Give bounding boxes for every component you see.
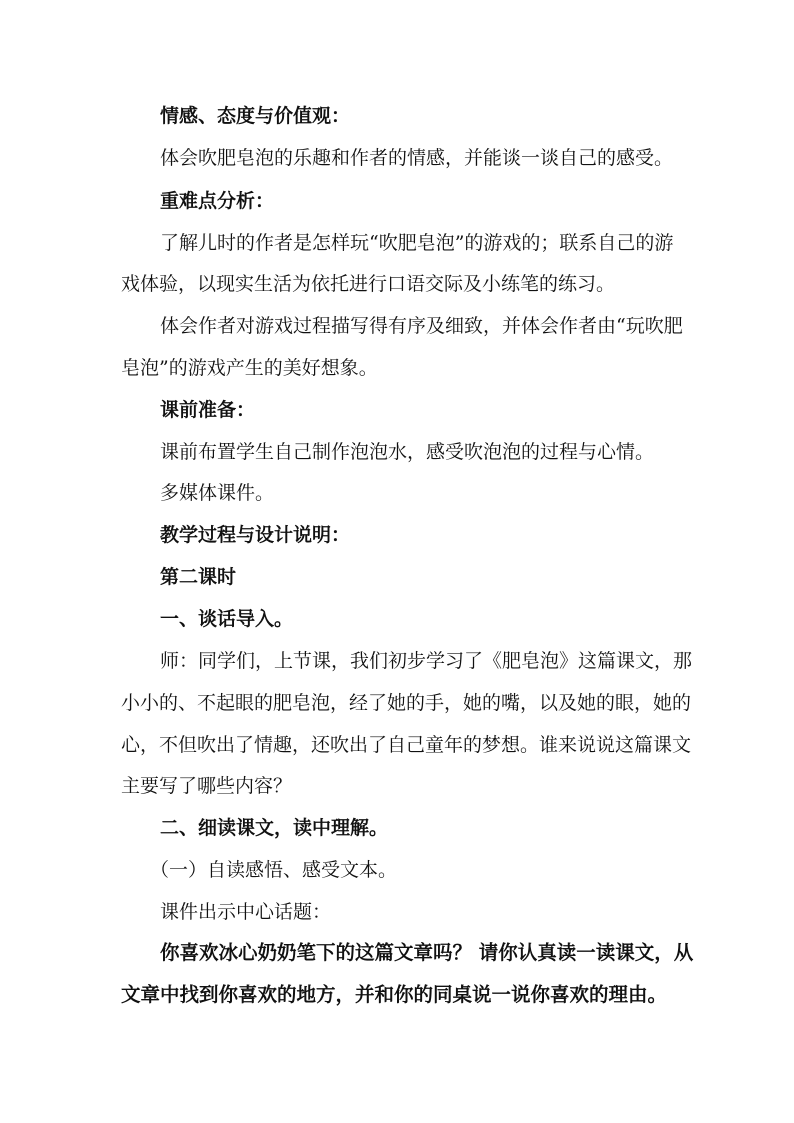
key-points-para1-line2: 戏体验，以现实生活为依托进行口语交际及小练笔的练习。: [121, 273, 616, 295]
heading-preparation: 课前准备：: [160, 399, 256, 421]
key-points-para1-line1: 了解儿时的作者是怎样玩“吹肥皂泡”的游戏的；联系自己的游: [160, 232, 674, 254]
key-points-para2-line2: 皂泡”的游戏产生的美好想象。: [121, 357, 378, 379]
step2-topic-line1: 你喜欢冰心奶奶笔下的这篇文章吗？ 请你认真读一读课文，从: [160, 941, 694, 964]
heading-key-points: 重难点分析：: [160, 190, 275, 212]
heading-emotion: 情感、态度与价值观：: [160, 105, 351, 127]
text-emotion: 体会吹肥皂泡的乐趣和作者的情感，并能谈一谈自己的感受。: [160, 147, 674, 169]
step2-subheading: （一）自读感悟、感受文本。: [150, 859, 398, 881]
heading-process: 教学过程与设计说明：: [160, 524, 351, 546]
lesson-label: 第二课时: [160, 566, 237, 588]
step2-heading: 二、细读课文，读中理解。: [160, 817, 389, 839]
key-points-para2-line1: 体会作者对游戏过程描写得有序及细致，并体会作者由“玩吹肥: [160, 315, 683, 337]
preparation-item1: 课前布置学生自己制作泡泡水，感受吹泡泡的过程与心情。: [160, 441, 655, 463]
step1-heading: 一、谈话导入。: [160, 608, 294, 630]
step2-topic-line2: 文章中找到你喜欢的地方，并和你的同桌说一说你喜欢的理由。: [121, 983, 668, 1006]
step1-line4: 主要写了哪些内容？: [121, 775, 293, 797]
step1-line3: 心，不但吹出了情趣，还吹出了自己童年的梦想。谁来说说这篇课文: [121, 734, 692, 756]
step2-show-topic: 课件出示中心话题：: [160, 901, 332, 923]
step1-line1: 师：同学们，上节课，我们初步学习了《肥皂泡》这篇课文，那: [160, 650, 693, 672]
step1-line2: 小小的、不起眼的肥皂泡，经了她的手，她的嘴，以及她的眼，她的: [121, 692, 692, 714]
preparation-item2: 多媒体课件。: [160, 482, 275, 504]
